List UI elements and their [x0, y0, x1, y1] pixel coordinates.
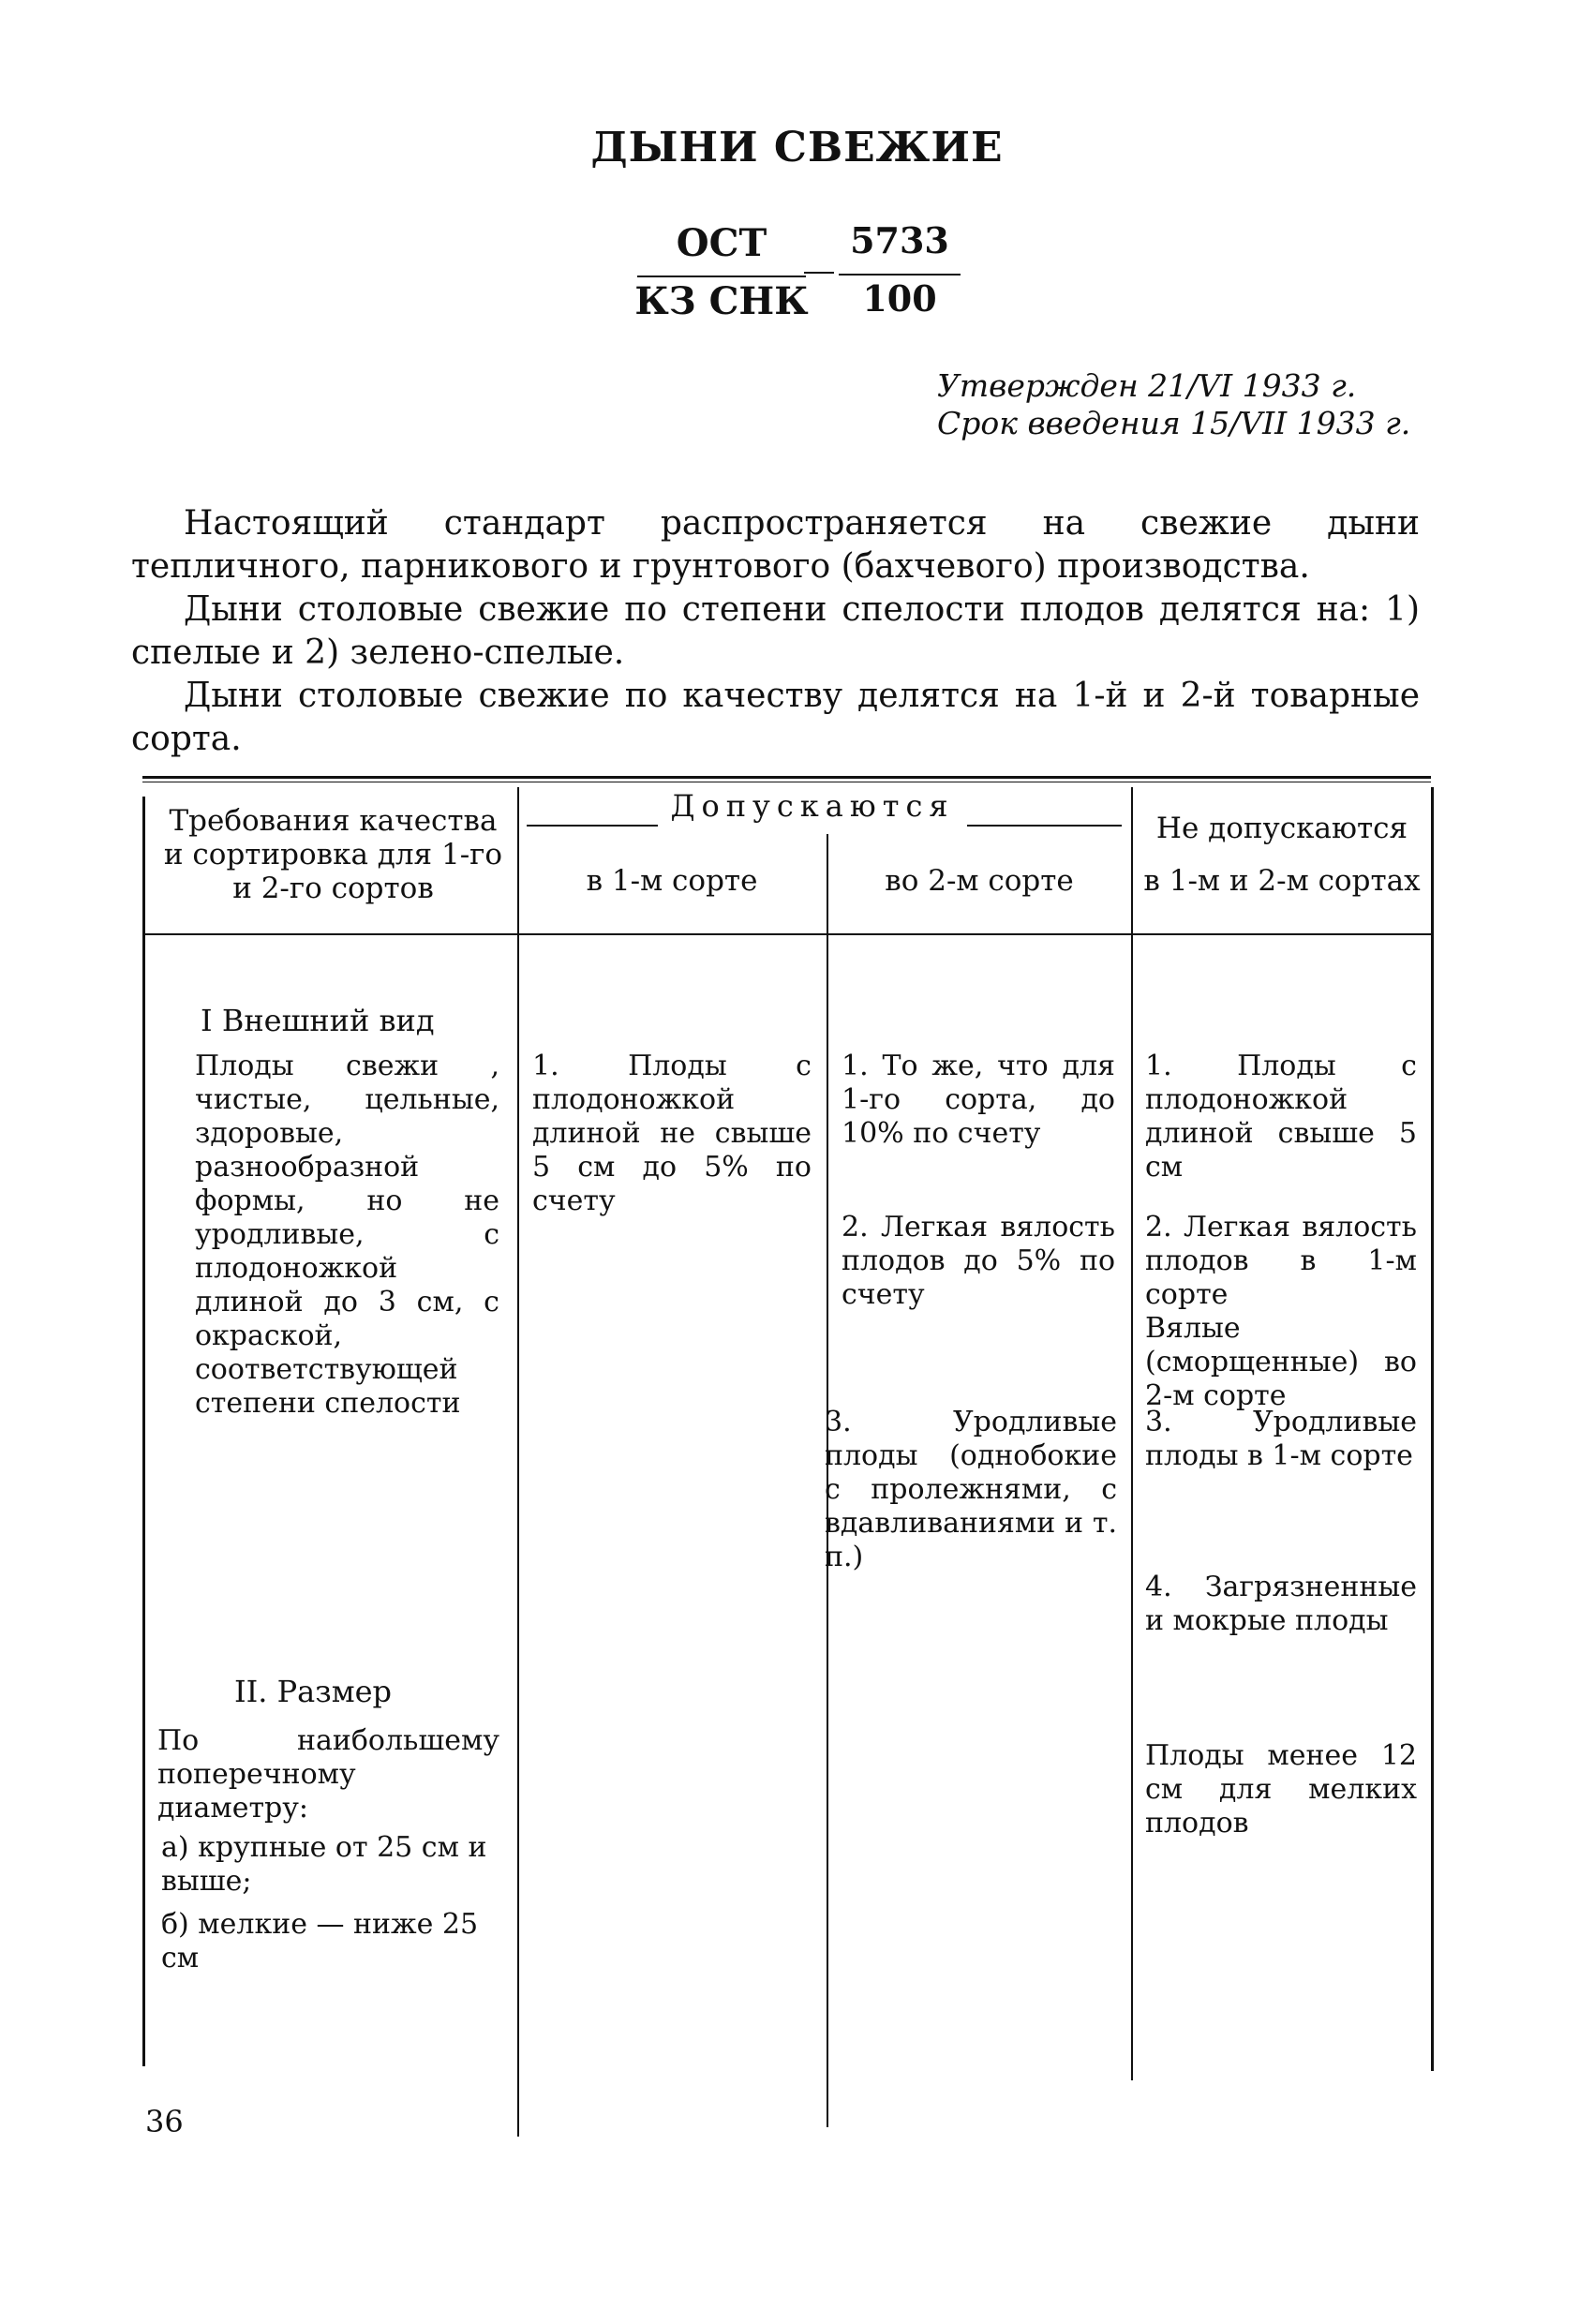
grade2-item-3: 3. Уродливые плоды (однобокие с пролежнями, с вдавливаниями и т. п.) — [825, 1406, 1117, 1573]
section-size-item-b: б) мелкие — ниже 25 см — [161, 1908, 479, 1974]
grade2-item-2: 2. Легкая вялость плодов до 5% по счету — [842, 1211, 1115, 1311]
table-right-border — [1431, 787, 1434, 2071]
standard-number: 5733 — [850, 219, 949, 261]
intro-paragraph-1: Настоящий стандарт распространяется на свежие дыни тепличного, парникового и грунтового (бахчевого) производства. — [131, 504, 1420, 586]
standard-ost: ОСТ — [676, 221, 767, 265]
grade2-item-1: 1. То же, что для 1-го сорта, до 10% по счету — [842, 1050, 1115, 1150]
intro-paragraph-2: Дыни столовые свежие по степени спелости плодов делятся на: 1) спелые и 2) зелено-спелые. — [131, 590, 1420, 672]
section-size-text: По наибольшему поперечному диаметру: — [157, 1724, 499, 1825]
not-allowed-item-4: 4. Загрязненные и мокрые плоды — [1145, 1571, 1417, 1637]
page-title: ДЫНИ СВЕЖИЕ — [590, 124, 1004, 171]
not-allowed-item-3: 3. Уродливые плоды в 1-м сорте — [1145, 1406, 1417, 1472]
table-left-border — [142, 797, 145, 2066]
effective-date: Срок введения 15/VII 1933 г. — [937, 405, 1411, 441]
header-grade2: во 2-м сорте — [885, 864, 1074, 898]
standard-dash — [804, 272, 834, 274]
header-allowed: Допускаются — [670, 788, 955, 824]
grade1-item-1: 1. Плоды с плодоножкой длиной не свыше 5 см до 5% по счету — [532, 1050, 812, 1217]
approval-block — [937, 367, 1434, 442]
intro-paragraph-3: Дыни столовые свежие по качеству делятся на 1-й и 2-й товарные сорта. — [131, 677, 1420, 758]
allowed-rule-left — [527, 825, 658, 827]
approval-date: Утвержден 21/VI 1933 г. — [937, 367, 1357, 404]
section-appearance-heading: I Внешний вид — [201, 1003, 435, 1038]
allowed-rule-right — [967, 825, 1122, 827]
page-number: 36 — [145, 2104, 184, 2139]
column-divider-3 — [1131, 787, 1133, 2080]
standard-sub-number: 100 — [862, 277, 937, 320]
size-not-allowed: Плоды менее 12 см для мелких плодов — [1145, 1739, 1417, 1840]
section-size-heading: II. Размер — [234, 1674, 392, 1709]
not-allowed-item-2: 2. Легкая вялость плодов в 1-м сорте — [1145, 1211, 1417, 1311]
header-grade1: в 1-м сорте — [586, 864, 758, 898]
table-top-rule — [142, 776, 1431, 779]
table-header-rule — [142, 933, 1431, 935]
section-size-item-a: а) крупные от 25 см и выше; — [161, 1831, 487, 1898]
standard-agency: КЗ СНК — [634, 279, 809, 323]
header-requirements: Требования качества и сортировка для 1-го и 2-го сортов — [163, 804, 503, 905]
section-appearance-text: Плоды свежи , чистые, цельные, здоровые, разнообразной формы, но не уродливые, с плодоножкой длиной до 3 см, с окраской, соответствующей степени спелости — [195, 1050, 499, 1420]
header-not-allowed: Не допускаются — [1155, 812, 1408, 845]
not-allowed-item-1: 1. Плоды с плодоножкой длиной свыше 5 см — [1145, 1050, 1417, 1184]
not-allowed-item-2b: Вялые (сморщенные) во 2-м сорте — [1145, 1312, 1417, 1412]
header-not-allowed-sub: в 1-м и 2-м сортах — [1143, 864, 1421, 898]
column-divider-1 — [517, 787, 519, 2137]
standard-right-fraction-line — [839, 274, 961, 276]
standard-left-fraction-line — [637, 276, 806, 277]
